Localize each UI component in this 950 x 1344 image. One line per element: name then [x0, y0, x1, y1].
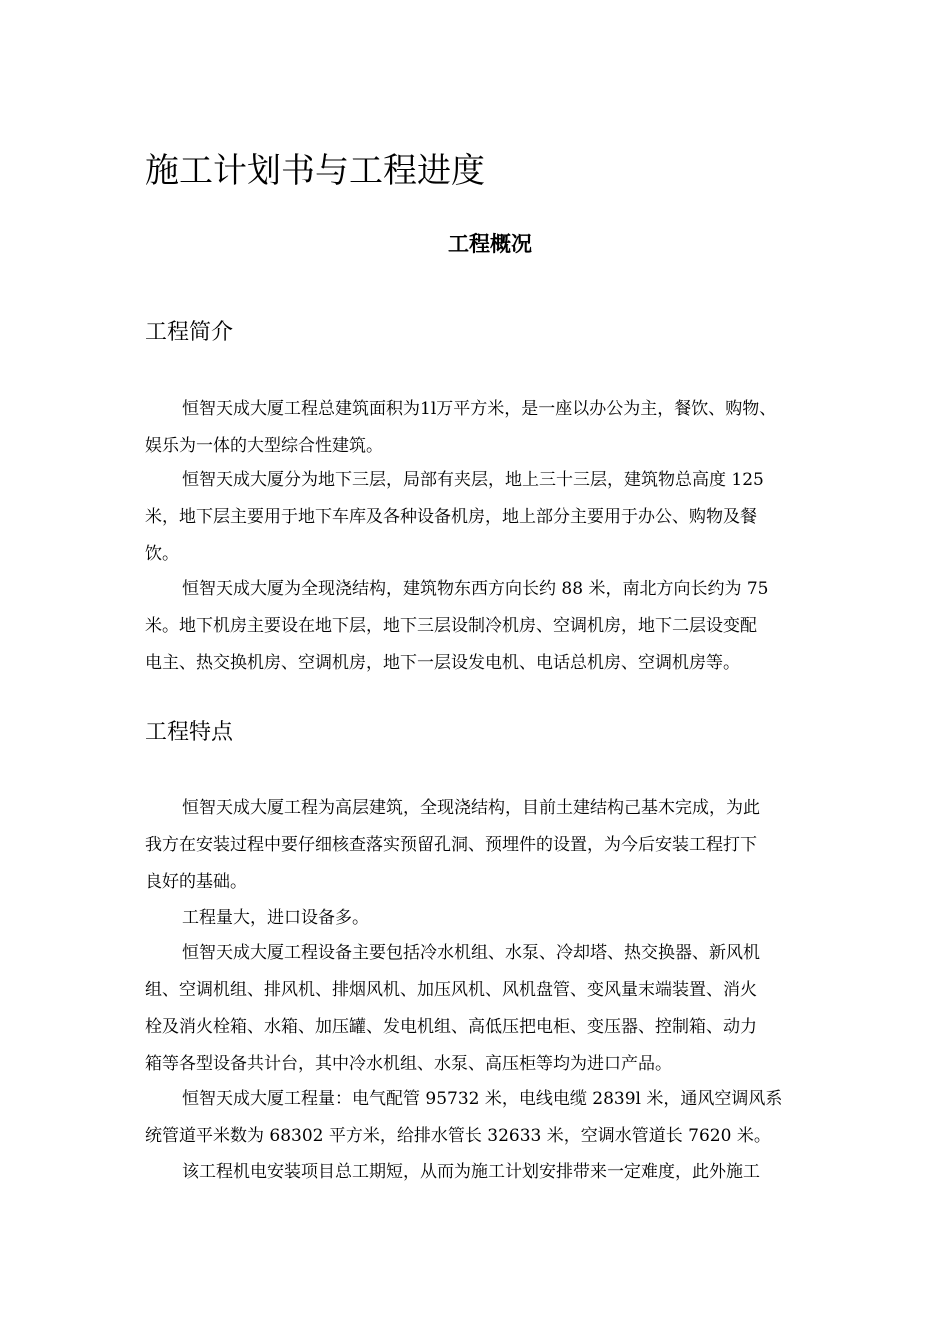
document-title: 施工计划书与工程进度: [145, 151, 485, 191]
paragraph: [145, 391, 845, 465]
text-line: 恒智天成大厦工程量：电气配管 95732 米，电线电缆 2839l 米，通风空调风系: [182, 1089, 783, 1109]
text-line: 我方在安装过程中要仔细核查落实预留孔洞、预埋件的设置，为今后安装工程打下: [145, 835, 757, 855]
text-line: 统管道平米数为 68302 平方米，给排水管长 32633 米，空调水管道长 7620 米。: [145, 1126, 771, 1146]
text-line: 良好的基础。: [145, 872, 247, 892]
text-line: 该工程机电安装项目总工期短，从而为施工计划安排带来一定难度，此外施工: [182, 1162, 760, 1182]
paragraph: [145, 900, 845, 937]
text-line: 组、空调机组、排风机、排烟风机、加压风机、风机盘管、变风量末端装置、消火: [145, 980, 757, 1000]
paragraph: [145, 571, 845, 682]
paragraph: [145, 790, 845, 901]
section-heading-features: 工程特点: [145, 720, 234, 745]
text-line: 饮。: [145, 544, 179, 564]
text-line: 工程量大，进口设备多。: [182, 908, 369, 928]
text-line: 恒智天成大厦工程为高层建筑，全现浇结构，目前土建结构己基木完成，为此: [182, 798, 760, 818]
text-line: 恒智天成大厦工程设备主要包括冷水机组、水泵、冷却塔、热交换器、新风机: [182, 943, 760, 963]
text-line: 恒智天成大厦为全现浇结构，建筑物东西方向长约 88 米，南北方向长约为 75: [182, 579, 769, 599]
text-line: 米，地下层主要用于地下车库及各种设备机房，地上部分主要用于办公、购物及餐: [145, 507, 757, 527]
paragraph: [145, 1081, 845, 1155]
text-line: 电主、热交换机房、空调机房，地下一层设发电机、电话总机房、空调机房等。: [145, 653, 740, 673]
text-line: 米。地下机房主要设在地下层，地下三层设制冷机房、空调机房，地下二层设变配: [145, 616, 757, 636]
text-line: 恒智天成大厦工程总建筑面积为1l万平方米，是一座以办公为主，餐饮、购物、: [182, 399, 777, 419]
text-line: 恒智天成大厦分为地下三层，局部有夹层，地上三十三层，建筑物总高度 125: [182, 470, 764, 490]
text-line: 栓及消火栓箱、水箱、加压罐、发电机组、高低压把电柜、变压器、控制箱、动力: [145, 1017, 757, 1037]
paragraph: [145, 1154, 845, 1191]
document-subtitle: 工程概况: [448, 232, 532, 256]
paragraph: [145, 462, 845, 573]
text-line: 箱等各型设备共计台，其中冷水机组、水泵、高压柜等均为进口产品。: [145, 1054, 672, 1074]
text-line: 娱乐为一体的大型综合性建筑。: [145, 436, 383, 456]
section-heading-intro: 工程简介: [145, 320, 234, 345]
paragraph: [145, 935, 845, 1083]
